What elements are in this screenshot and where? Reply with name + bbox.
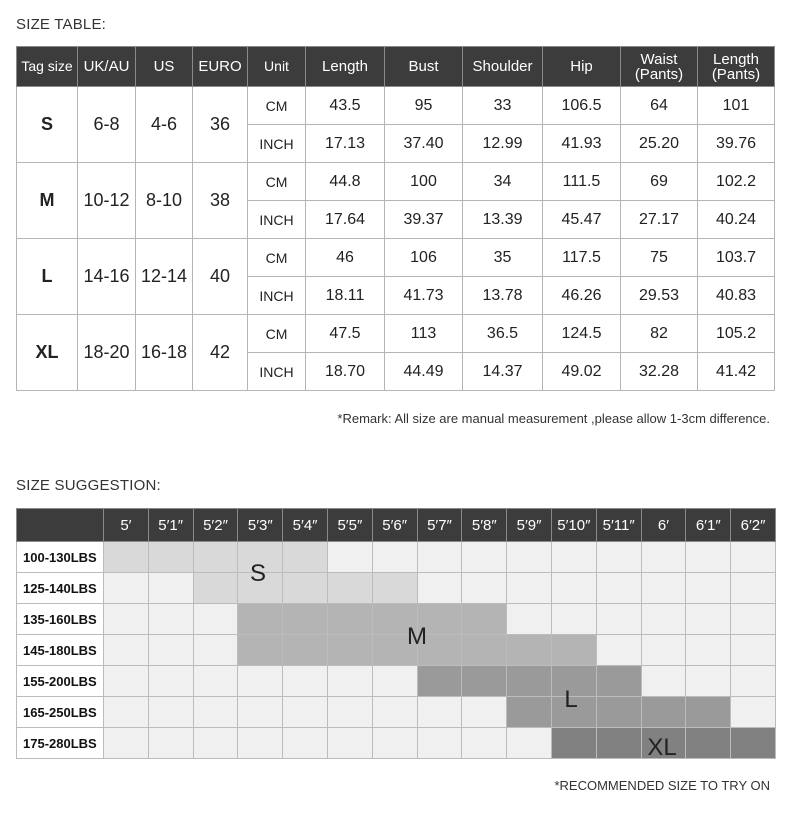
size-cell-m <box>507 635 552 666</box>
size-cell-xl <box>551 728 596 759</box>
measurement-cell: 124.5 <box>543 315 621 353</box>
height-header: 5′10″ <box>551 509 596 542</box>
measurement-cell: 64 <box>621 87 698 125</box>
size-cell-m <box>327 635 372 666</box>
height-header: 6′1″ <box>686 509 731 542</box>
size-cell-empty <box>731 697 776 728</box>
size-zone-label-m: M <box>407 623 427 650</box>
size-cell-xl <box>686 728 731 759</box>
measurement-cell: 14.37 <box>463 353 543 391</box>
measurement-cell: 40.24 <box>698 201 775 239</box>
height-header: 5′2″ <box>193 509 238 542</box>
size-cell-empty <box>596 542 641 573</box>
size-cell-empty <box>283 728 328 759</box>
uk-au-cell: 6-8 <box>78 87 136 163</box>
size-cell-m <box>462 635 507 666</box>
measurement-cell: 45.47 <box>543 201 621 239</box>
size-cell-empty <box>641 635 686 666</box>
col-header-unit: Unit <box>248 47 306 87</box>
unit-cell: CM <box>248 315 306 353</box>
measurement-cell: 69 <box>621 163 698 201</box>
measurement-cell: 39.37 <box>385 201 463 239</box>
size-table <box>16 46 775 391</box>
size-cell-s <box>372 573 417 604</box>
col-header-euro: EURO <box>193 47 248 87</box>
size-cell-l <box>462 666 507 697</box>
size-cell-empty <box>641 666 686 697</box>
measurement-cell: 25.20 <box>621 125 698 163</box>
height-header: 5′1″ <box>148 509 193 542</box>
measurement-cell: 13.78 <box>463 277 543 315</box>
measurement-cell: 102.2 <box>698 163 775 201</box>
unit-cell: INCH <box>248 353 306 391</box>
size-table-heading: SIZE TABLE: <box>16 16 107 33</box>
height-header: 5′7″ <box>417 509 462 542</box>
measurement-cell: 101 <box>698 87 775 125</box>
size-cell-empty <box>238 728 283 759</box>
size-cell-empty <box>641 542 686 573</box>
weight-row <box>17 666 776 697</box>
size-cell-empty <box>417 697 462 728</box>
us-cell: 16-18 <box>136 315 193 391</box>
size-cell-empty <box>193 635 238 666</box>
size-cell-m <box>283 604 328 635</box>
size-cell-m <box>327 604 372 635</box>
measurement-cell: 113 <box>385 315 463 353</box>
size-cell-empty <box>641 604 686 635</box>
measurement-cell: 117.5 <box>543 239 621 277</box>
size-cell-xl <box>596 728 641 759</box>
weight-row <box>17 635 776 666</box>
us-cell: 8-10 <box>136 163 193 239</box>
size-cell-l <box>596 666 641 697</box>
height-header: 5′ <box>104 509 149 542</box>
size-cell-empty <box>507 604 552 635</box>
measurement-cell: 46.26 <box>543 277 621 315</box>
size-cell-empty <box>193 697 238 728</box>
size-cell-l <box>686 697 731 728</box>
col-header-tag-size: Tag size <box>17 47 78 87</box>
size-cell-empty <box>551 542 596 573</box>
col-header-length: Length <box>306 47 385 87</box>
size-cell-empty <box>731 542 776 573</box>
size-cell-empty <box>507 728 552 759</box>
size-cell-empty <box>686 542 731 573</box>
size-cell-empty <box>507 573 552 604</box>
size-cell-empty <box>596 573 641 604</box>
unit-cell: INCH <box>248 125 306 163</box>
size-cell-empty <box>104 728 149 759</box>
tag-cell: M <box>17 163 78 239</box>
col-header-waist-line2: (Pants) <box>634 65 684 83</box>
weight-label: 165-250LBS <box>17 697 104 728</box>
size-cell-m <box>238 604 283 635</box>
size-cell-empty <box>327 697 372 728</box>
size-cell-empty <box>238 666 283 697</box>
size-zone-label-xl: XL <box>647 734 677 761</box>
height-header: 5′3″ <box>238 509 283 542</box>
weight-label: 125-140LBS <box>17 573 104 604</box>
size-cell-empty <box>462 728 507 759</box>
size-cell-empty <box>148 697 193 728</box>
size-cell-empty <box>641 573 686 604</box>
size-cell-empty <box>596 604 641 635</box>
size-zone-label-s: S <box>249 560 266 587</box>
size-cell-s <box>193 573 238 604</box>
size-suggestion-heading: SIZE SUGGESTION: <box>16 477 161 494</box>
size-cell-l <box>507 697 552 728</box>
size-cell-empty <box>148 604 193 635</box>
measurement-cell: 111.5 <box>543 163 621 201</box>
size-cell-empty <box>417 728 462 759</box>
unit-cell: CM <box>248 163 306 201</box>
measurement-cell: 44.8 <box>306 163 385 201</box>
size-cell-empty <box>372 666 417 697</box>
size-cell-l <box>641 697 686 728</box>
size-cell-empty <box>686 573 731 604</box>
weight-row <box>17 697 776 728</box>
size-cell-empty <box>193 604 238 635</box>
weight-row <box>17 573 776 604</box>
unit-cell: INCH <box>248 201 306 239</box>
weight-label: 145-180LBS <box>17 635 104 666</box>
size-cell-empty <box>327 728 372 759</box>
measurement-cell: 27.17 <box>621 201 698 239</box>
measurement-cell: 106.5 <box>543 87 621 125</box>
tag-cell: S <box>17 87 78 163</box>
measurement-cell: 17.13 <box>306 125 385 163</box>
tag-cell: XL <box>17 315 78 391</box>
weight-label: 135-160LBS <box>17 604 104 635</box>
size-zone-label-l: L <box>564 686 578 713</box>
unit-cell: INCH <box>248 277 306 315</box>
size-table-header-row <box>17 47 775 87</box>
weight-label: 155-200LBS <box>17 666 104 697</box>
measurement-cell: 35 <box>463 239 543 277</box>
size-cell-empty <box>193 728 238 759</box>
measurement-cell: 95 <box>385 87 463 125</box>
size-cell-s <box>283 542 328 573</box>
measurement-cell: 41.42 <box>698 353 775 391</box>
col-header-us: US <box>136 47 193 87</box>
measurement-cell: 18.11 <box>306 277 385 315</box>
size-cell-m <box>551 635 596 666</box>
measurement-cell: 100 <box>385 163 463 201</box>
measurement-cell: 39.76 <box>698 125 775 163</box>
size-cell-xl <box>731 728 776 759</box>
size-cell-empty <box>104 697 149 728</box>
measurement-cell: 41.93 <box>543 125 621 163</box>
us-cell: 12-14 <box>136 239 193 315</box>
size-cell-empty <box>372 697 417 728</box>
size-row-cm <box>17 239 775 277</box>
euro-cell: 42 <box>193 315 248 391</box>
size-suggestion-grid <box>16 508 776 759</box>
measurement-cell: 44.49 <box>385 353 463 391</box>
height-header: 5′5″ <box>327 509 372 542</box>
size-cell-empty <box>551 573 596 604</box>
size-cell-empty <box>104 666 149 697</box>
measurement-cell: 75 <box>621 239 698 277</box>
measurement-cell: 47.5 <box>306 315 385 353</box>
unit-cell: CM <box>248 239 306 277</box>
height-header: 5′11″ <box>596 509 641 542</box>
size-cell-s <box>193 542 238 573</box>
size-cell-s <box>327 573 372 604</box>
measurement-cell: 12.99 <box>463 125 543 163</box>
size-cell-empty <box>731 573 776 604</box>
size-cell-l <box>417 666 462 697</box>
size-cell-empty <box>507 542 552 573</box>
measurement-cell: 41.73 <box>385 277 463 315</box>
height-header: 6′2″ <box>731 509 776 542</box>
col-header-length-pants-line1: Length <box>713 50 759 68</box>
size-cell-empty <box>283 697 328 728</box>
euro-cell: 40 <box>193 239 248 315</box>
size-cell-s <box>148 542 193 573</box>
size-cell-empty <box>686 604 731 635</box>
size-cell-empty <box>372 542 417 573</box>
size-cell-empty <box>417 542 462 573</box>
size-cell-empty <box>148 573 193 604</box>
size-cell-m <box>238 635 283 666</box>
weight-label: 100-130LBS <box>17 542 104 573</box>
size-cell-empty <box>686 635 731 666</box>
size-cell-empty <box>596 635 641 666</box>
measurement-cell: 106 <box>385 239 463 277</box>
size-cell-empty <box>193 666 238 697</box>
measurement-cell: 37.40 <box>385 125 463 163</box>
size-cell-empty <box>417 573 462 604</box>
measurement-cell: 33 <box>463 87 543 125</box>
size-row-cm <box>17 163 775 201</box>
weight-label: 175-280LBS <box>17 728 104 759</box>
uk-au-cell: 10-12 <box>78 163 136 239</box>
size-cell-empty <box>148 728 193 759</box>
height-header: 5′9″ <box>507 509 552 542</box>
grid-corner <box>17 509 104 542</box>
measurement-cell: 29.53 <box>621 277 698 315</box>
euro-cell: 38 <box>193 163 248 239</box>
col-header-hip: Hip <box>543 47 621 87</box>
uk-au-cell: 14-16 <box>78 239 136 315</box>
size-cell-empty <box>238 697 283 728</box>
size-cell-s <box>104 542 149 573</box>
size-row-cm <box>17 315 775 353</box>
measurement-cell: 46 <box>306 239 385 277</box>
size-cell-empty <box>148 666 193 697</box>
size-cell-empty <box>104 573 149 604</box>
weight-row <box>17 542 776 573</box>
col-header-length-pants <box>698 47 775 87</box>
measurement-cell: 103.7 <box>698 239 775 277</box>
height-header-row <box>17 509 776 542</box>
size-cell-empty <box>148 635 193 666</box>
size-cell-empty <box>104 635 149 666</box>
size-cell-empty <box>462 542 507 573</box>
size-cell-empty <box>551 604 596 635</box>
col-header-shoulder: Shoulder <box>463 47 543 87</box>
recommended-size-note: *RECOMMENDED SIZE TO TRY ON <box>554 778 770 793</box>
col-header-waist-pants <box>621 47 698 87</box>
size-cell-empty <box>731 666 776 697</box>
size-cell-l <box>507 666 552 697</box>
height-header: 5′6″ <box>372 509 417 542</box>
measurement-cell: 105.2 <box>698 315 775 353</box>
measurement-cell: 40.83 <box>698 277 775 315</box>
measurement-cell: 82 <box>621 315 698 353</box>
uk-au-cell: 18-20 <box>78 315 136 391</box>
size-cell-empty <box>462 697 507 728</box>
size-cell-m <box>462 604 507 635</box>
size-cell-empty <box>731 604 776 635</box>
col-header-bust: Bust <box>385 47 463 87</box>
euro-cell: 36 <box>193 87 248 163</box>
tag-cell: L <box>17 239 78 315</box>
size-cell-l <box>596 697 641 728</box>
size-cell-empty <box>731 635 776 666</box>
size-cell-m <box>283 635 328 666</box>
height-header: 5′8″ <box>462 509 507 542</box>
size-cell-empty <box>327 542 372 573</box>
col-header-uk-au: UK/AU <box>78 47 136 87</box>
measurement-cell: 36.5 <box>463 315 543 353</box>
size-cell-empty <box>104 604 149 635</box>
size-cell-empty <box>327 666 372 697</box>
col-header-waist-line1: Waist <box>640 50 678 68</box>
us-cell: 4-6 <box>136 87 193 163</box>
size-cell-empty <box>283 666 328 697</box>
height-header: 6′ <box>641 509 686 542</box>
measurement-cell: 32.28 <box>621 353 698 391</box>
unit-cell: CM <box>248 87 306 125</box>
measurement-remark: *Remark: All size are manual measurement ,please allow 1-3cm difference. <box>337 411 770 426</box>
measurement-cell: 17.64 <box>306 201 385 239</box>
measurement-cell: 49.02 <box>543 353 621 391</box>
measurement-cell: 43.5 <box>306 87 385 125</box>
size-cell-empty <box>462 573 507 604</box>
size-row-cm <box>17 87 775 125</box>
col-header-length-pants-line2: (Pants) <box>711 65 761 83</box>
measurement-cell: 34 <box>463 163 543 201</box>
measurement-cell: 18.70 <box>306 353 385 391</box>
size-cell-s <box>283 573 328 604</box>
size-cell-empty <box>372 728 417 759</box>
size-cell-empty <box>686 666 731 697</box>
weight-row <box>17 604 776 635</box>
measurement-cell: 13.39 <box>463 201 543 239</box>
height-header: 5′4″ <box>283 509 328 542</box>
